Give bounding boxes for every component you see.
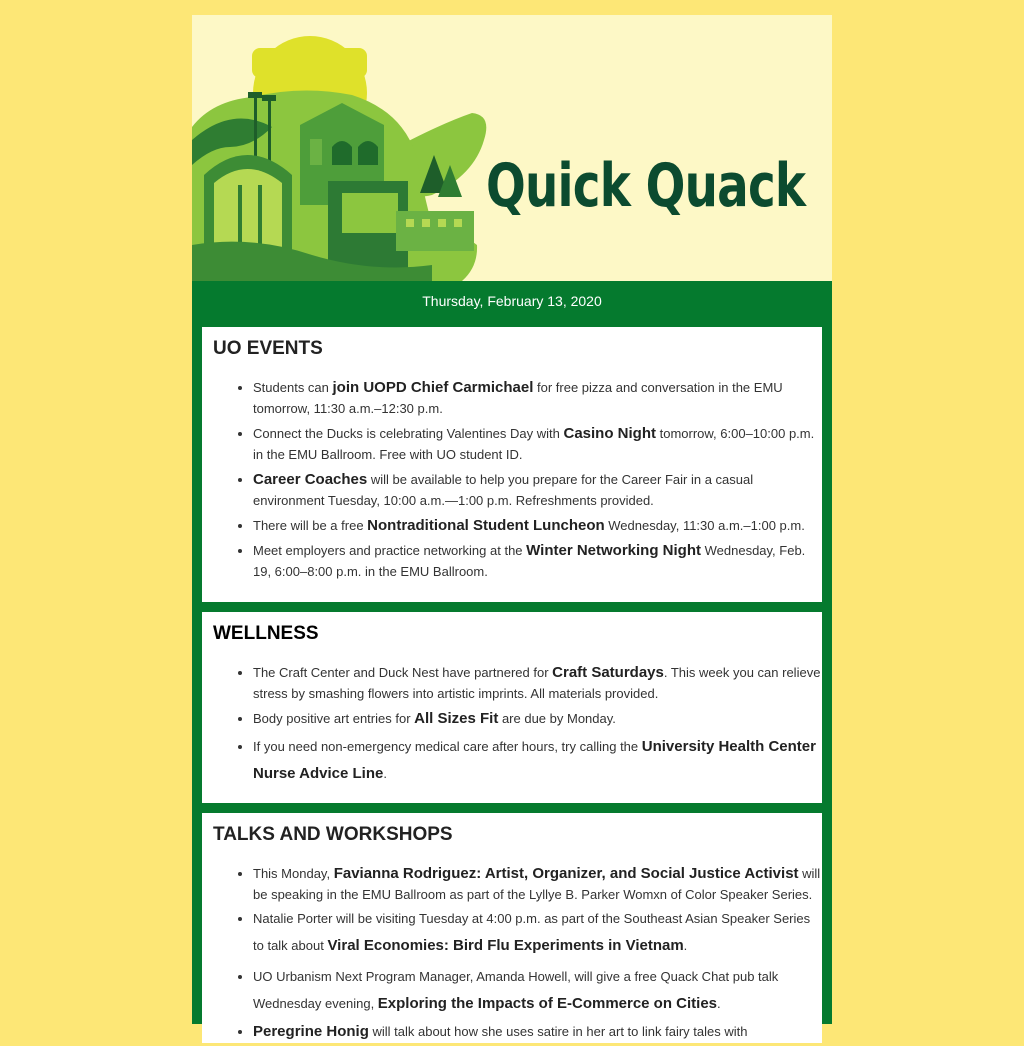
section-uo-events bbox=[202, 327, 822, 602]
section-wellness bbox=[202, 612, 822, 803]
section-talks-workshops bbox=[202, 813, 822, 1043]
wellness-list bbox=[202, 662, 822, 791]
event-link[interactable]: Winter Networking Night bbox=[526, 542, 701, 559]
events-list bbox=[202, 377, 822, 586]
list-item: • Peregrine Honig will talk about how she uses satire in her art to link fairy tales with bbox=[253, 1021, 822, 1042]
list-item: • Students can join UOPD Chief Carmichael for free pizza and conversation in the EMU tomorrow, 11:30 a.m.–12:30 p.m. bbox=[253, 377, 822, 419]
section-heading: UO EVENTS bbox=[213, 338, 323, 359]
event-link[interactable]: Casino Night bbox=[563, 425, 656, 442]
wellness-link[interactable]: University Health Center Nurse Advice Line bbox=[253, 738, 816, 782]
list-item: • Connect the Ducks is celebrating Valentines Day with Casino Night tomorrow, 6:00–10:00 p.m. in the EMU Ballroom. Free with UO student ID. bbox=[253, 423, 822, 465]
section-heading: WELLNESS bbox=[213, 623, 319, 644]
event-link[interactable]: join UOPD Chief Carmichael bbox=[332, 379, 534, 396]
newsletter-title: Quick Quack bbox=[486, 151, 806, 221]
list-item: • There will be a free Nontraditional Student Luncheon Wednesday, 11:30 a.m.–1:00 p.m. bbox=[253, 515, 822, 536]
list-item: • UO Urbanism Next Program Manager, Amanda Howell, will give a free Quack Chat pub talk Wednesday evening, Exploring the Impacts of E-Commerce on Cities. bbox=[253, 963, 822, 1017]
wellness-link[interactable]: Craft Saturdays bbox=[552, 664, 664, 681]
talk-link[interactable]: Viral Economies: Bird Flu Experiments in Vietnam bbox=[327, 937, 684, 954]
section-heading: TALKS AND WORKSHOPS bbox=[213, 824, 453, 845]
list-item: • Body positive art entries for All Sizes Fit are due by Monday. bbox=[253, 708, 822, 729]
talk-link[interactable]: Exploring the Impacts of E-Commerce on Cities bbox=[377, 995, 718, 1012]
event-link[interactable]: Career Coaches bbox=[253, 471, 368, 488]
duck-campus-illustration bbox=[192, 15, 832, 281]
issue-date: Thursday, February 13, 2020 bbox=[422, 293, 602, 309]
list-item: • Career Coaches will be available to help you prepare for the Career Fair in a casual environment Tuesday, 10:00 a.m.—1:00 p.m. Refreshments provided. bbox=[253, 469, 822, 511]
list-item: • The Craft Center and Duck Nest have partnered for Craft Saturdays. This week you can relieve stress by smashing flowers into artistic imprints. All materials provided. bbox=[253, 662, 822, 704]
list-item: • If you need non-emergency medical care after hours, try calling the University Health Center Nurse Advice Line. bbox=[253, 733, 822, 787]
list-item: • Natalie Porter will be visiting Tuesday at 4:00 p.m. as part of the Southeast Asian Speaker Series to talk about Viral Economies: Bird Flu Experiments in Vietnam. bbox=[253, 905, 822, 959]
list-item: • This Monday, Favianna Rodriguez: Artist, Organizer, and Social Justice Activist will be speaking in the EMU Ballroom as part of the Lyllye B. Parker Womxn of Color Speaker Series. bbox=[253, 863, 822, 905]
talk-link[interactable]: Favianna Rodriguez: Artist, Organizer, and Social Justice Activist bbox=[333, 865, 799, 882]
wellness-link[interactable]: All Sizes Fit bbox=[414, 710, 499, 727]
event-link[interactable]: Nontraditional Student Luncheon bbox=[367, 517, 605, 534]
newsletter-email bbox=[192, 15, 832, 1040]
list-item: • Meet employers and practice networking at the Winter Networking Night Wednesday, Feb. 19, 6:00–8:00 p.m. in the EMU Ballroom. bbox=[253, 540, 822, 582]
talk-link[interactable]: Peregrine Honig bbox=[253, 1023, 369, 1040]
header-banner bbox=[192, 15, 832, 281]
talks-list bbox=[202, 863, 822, 1046]
